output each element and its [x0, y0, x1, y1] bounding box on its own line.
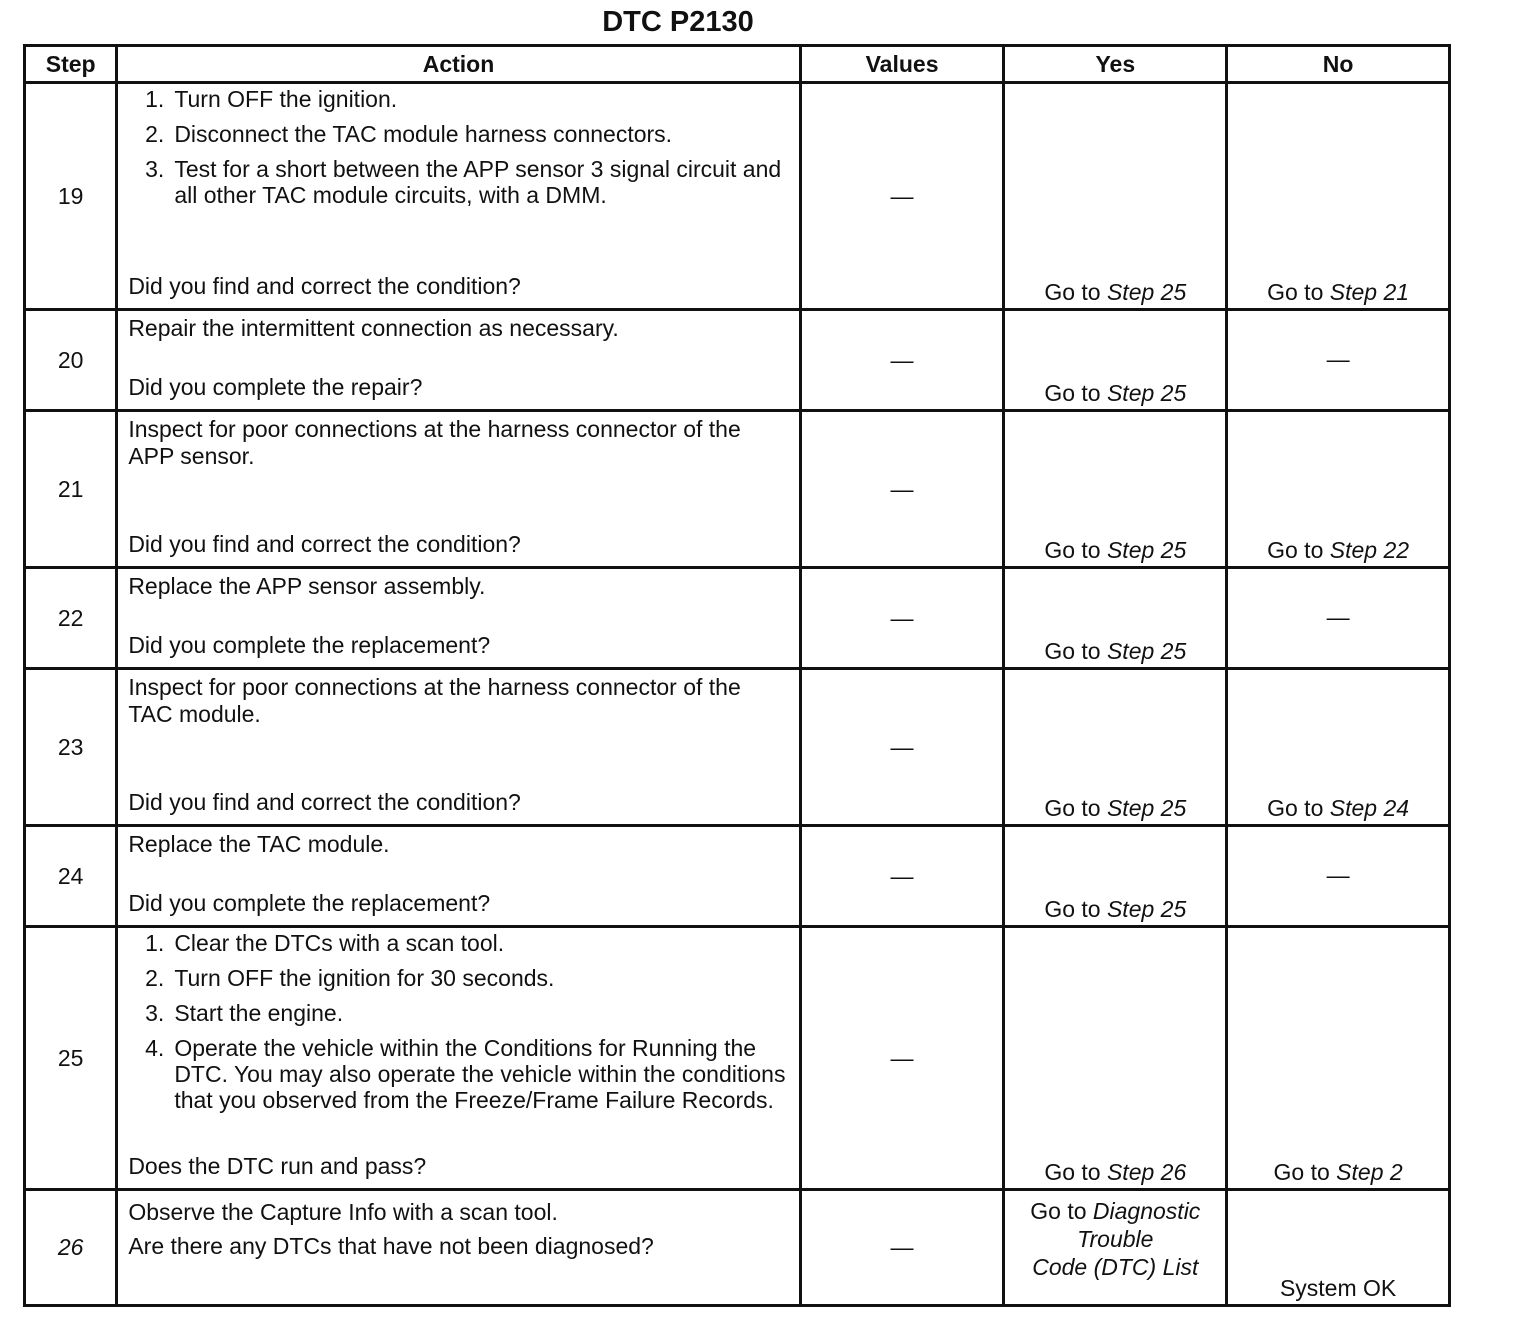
yes-cell: Go to Diagnostic Trouble Code (DTC) List: [1004, 1190, 1227, 1306]
yes-cell: Go to Step 25: [1004, 310, 1227, 411]
step-number: 25: [25, 927, 117, 1190]
values-cell: —: [800, 669, 1004, 826]
values-cell: —: [800, 927, 1004, 1190]
table-row: [25, 669, 1450, 826]
action-question: Did you find and correct the condition?: [128, 789, 521, 815]
values-cell: —: [800, 1190, 1004, 1306]
values-cell: —: [800, 826, 1004, 927]
yes-link[interactable]: Step 26: [1106, 1159, 1187, 1185]
action-question: Did you complete the replacement?: [128, 890, 491, 916]
no-cell: —: [1227, 826, 1450, 927]
action-question: Did you complete the repair?: [128, 374, 423, 400]
header-row: [25, 46, 1450, 83]
yes-link-line2[interactable]: Trouble: [1077, 1226, 1154, 1252]
action-question: Did you find and correct the condition?: [128, 273, 521, 299]
values-cell: —: [800, 310, 1004, 411]
action-question: Does the DTC run and pass?: [128, 1153, 427, 1179]
step-number: 21: [25, 411, 117, 568]
action-text: Inspect for poor connections at the harness connector of the APP sensor.: [128, 416, 741, 469]
no-cell: Go to Step 24: [1227, 669, 1450, 826]
no-cell: —: [1227, 310, 1450, 411]
action-text: Replace the APP sensor assembly.: [128, 573, 486, 599]
action-steps: [128, 930, 790, 1122]
yes-cell: Go to Step 25: [1004, 568, 1227, 669]
action-question: Did you complete the replacement?: [128, 632, 491, 658]
values-cell: —: [800, 568, 1004, 669]
yes-cell: Go to Step 25: [1004, 411, 1227, 568]
yes-link-line3[interactable]: Code (DTC) List: [1032, 1254, 1199, 1280]
action-question: Are there any DTCs that have not been diagnosed?: [128, 1233, 654, 1259]
yes-link[interactable]: Step 25: [1106, 537, 1187, 563]
step-number: 19: [25, 83, 117, 310]
yes-link[interactable]: Step 25: [1106, 896, 1187, 922]
values-cell: —: [800, 83, 1004, 310]
action-step: 3. Start the engine.: [145, 1000, 344, 1026]
action-text: Repair the intermittent connection as necessary.: [128, 315, 619, 341]
action-cell: [117, 568, 800, 669]
table-row: [25, 826, 1450, 927]
action-step: 2. Disconnect the TAC module harness connectors.: [145, 121, 673, 147]
header-no: No: [1227, 46, 1450, 83]
action-step: 4. Operate the vehicle within the Conditions for Running the DTC. You may also operate the vehicle within the conditions that you observed from the Freeze/Frame Failure Records.: [145, 1035, 786, 1113]
no-cell: —: [1227, 568, 1450, 669]
header-action: Action: [117, 46, 800, 83]
action-step: 1. Clear the DTCs with a scan tool.: [145, 930, 505, 956]
yes-cell: Go to Step 25: [1004, 83, 1227, 310]
table-row: [25, 310, 1450, 411]
no-cell: System OK: [1227, 1190, 1450, 1306]
yes-cell: Go to Step 25: [1004, 669, 1227, 826]
action-text: Inspect for poor connections at the harness connector of the TAC module.: [128, 674, 741, 727]
yes-link[interactable]: Step 25: [1106, 638, 1187, 664]
action-cell: [117, 826, 800, 927]
no-link[interactable]: Step 22: [1329, 537, 1410, 563]
action-cell: [117, 411, 800, 568]
action-steps: [128, 86, 790, 217]
table-row: [25, 568, 1450, 669]
yes-cell: Go to Step 26: [1004, 927, 1227, 1190]
step-number: 22: [25, 568, 117, 669]
yes-link[interactable]: Step 25: [1106, 279, 1187, 305]
step-number: 20: [25, 310, 117, 411]
header-yes: Yes: [1004, 46, 1227, 83]
step-number: 24: [25, 826, 117, 927]
action-text: Replace the TAC module.: [128, 831, 390, 857]
table-row: [25, 1190, 1450, 1306]
action-cell: [117, 669, 800, 826]
no-link[interactable]: Step 24: [1329, 795, 1410, 821]
step-number: 23: [25, 669, 117, 826]
action-cell: [117, 1190, 800, 1306]
yes-cell: Go to Step 25: [1004, 826, 1227, 927]
action-question: Did you find and correct the condition?: [128, 531, 521, 557]
yes-link[interactable]: Step 25: [1106, 795, 1187, 821]
action-step: 3. Test for a short between the APP sensor 3 signal circuit and all other TAC module circuits, with a DMM.: [145, 156, 782, 208]
action-step: 1. Turn OFF the ignition.: [145, 86, 398, 112]
action-step: 2. Turn OFF the ignition for 30 seconds.: [145, 965, 555, 991]
action-cell: [117, 83, 800, 310]
no-link[interactable]: Step 21: [1329, 279, 1410, 305]
header-values: Values: [800, 46, 1004, 83]
step-number: 26: [25, 1190, 117, 1306]
yes-link[interactable]: Diagnostic: [1092, 1198, 1201, 1224]
table-row: [25, 927, 1450, 1190]
no-link[interactable]: Step 2: [1336, 1159, 1403, 1185]
no-cell: Go to Step 22: [1227, 411, 1450, 568]
no-cell: Go to Step 21: [1227, 83, 1450, 310]
action-cell: [117, 927, 800, 1190]
table-row: [25, 411, 1450, 568]
table-row: [25, 83, 1450, 310]
header-step: Step: [25, 46, 117, 83]
action-text: Observe the Capture Info with a scan tool.: [128, 1199, 558, 1225]
page-title: DTC P2130: [602, 6, 754, 38]
diagnostic-table: [23, 44, 1451, 1307]
values-cell: —: [800, 411, 1004, 568]
no-cell: Go to Step 2: [1227, 927, 1450, 1190]
action-cell: [117, 310, 800, 411]
yes-link[interactable]: Step 25: [1106, 380, 1187, 406]
